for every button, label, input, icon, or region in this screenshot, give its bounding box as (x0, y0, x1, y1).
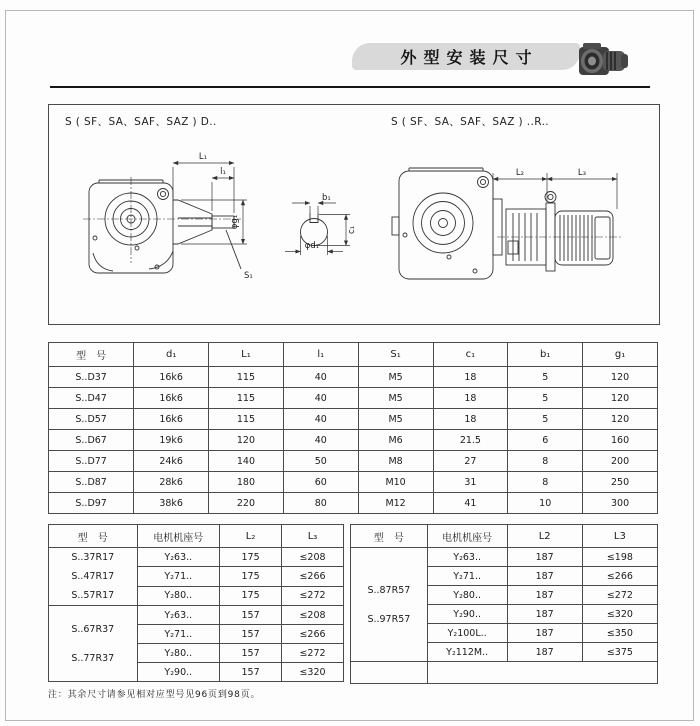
cell: 157 (220, 644, 282, 663)
model-group-cell (49, 606, 138, 682)
drawings-panel (48, 104, 660, 325)
cell: ≤350 (582, 624, 657, 643)
column-header: 型 号 (49, 525, 138, 548)
cell: 40 (283, 388, 358, 409)
column-header: 型 号 (49, 343, 134, 367)
model-name: S..97R57 (367, 613, 411, 625)
cell: 31 (433, 472, 508, 493)
column-header: b₁ (508, 343, 583, 367)
cell: Y₂100L.. (427, 624, 507, 643)
cell: 80 (283, 493, 358, 514)
model-name: S..57R17 (71, 590, 115, 601)
cell: 115 (209, 409, 284, 430)
header-row (49, 343, 658, 367)
cell: Y₂80.. (427, 586, 507, 605)
cell: 300 (583, 493, 658, 514)
column-header: c₁ (433, 343, 508, 367)
cell: 120 (583, 409, 658, 430)
cell: S..D87 (49, 472, 134, 493)
column-header: 电机机座号 (137, 525, 220, 548)
cell: ≤266 (282, 625, 344, 644)
cell: S..D97 (49, 493, 134, 514)
dim-label-c1: c₁ (347, 225, 357, 235)
cell: 5 (508, 388, 583, 409)
header-row (49, 525, 344, 548)
cell: Y₂63.. (137, 606, 220, 625)
cell: 18 (433, 367, 508, 388)
page-title-banner (352, 43, 580, 70)
cell: 187 (507, 548, 582, 567)
cell: Y₂63.. (427, 548, 507, 567)
table-row (351, 548, 658, 567)
cell: 175 (220, 548, 282, 567)
cell: Y₂63.. (137, 548, 220, 567)
page-title: 外型安装尺寸 (400, 48, 539, 67)
cell: ≤320 (582, 605, 657, 624)
cell-empty (427, 662, 657, 684)
cell: 41 (433, 493, 508, 514)
cell: Y₂80.. (137, 586, 220, 605)
cell: ≤272 (282, 644, 344, 663)
column-header: 电机机座号 (427, 525, 507, 548)
dimension-drawings (49, 105, 659, 324)
cell: 18 (433, 409, 508, 430)
cell: S..D67 (49, 430, 134, 451)
cell: 157 (220, 625, 282, 644)
dim-label-L3: L₃ (577, 168, 587, 178)
model-name: S..37R17 (71, 552, 115, 563)
cell: 120 (583, 388, 658, 409)
cell: ≤266 (582, 567, 657, 586)
cell: ≤320 (282, 663, 344, 682)
cell-empty (351, 662, 428, 684)
cell: 40 (283, 409, 358, 430)
dim-label-L1: L₁ (198, 152, 208, 162)
section-label-r-type: S ( SF、SA、SAF、SAZ ) ..R.. (391, 116, 550, 128)
column-header: 型 号 (351, 525, 428, 548)
cell: M5 (358, 409, 433, 430)
cell: 10 (508, 493, 583, 514)
cell: S..D47 (49, 388, 134, 409)
cell: 157 (220, 663, 282, 682)
dimension-table (48, 342, 658, 514)
column-header: L₁ (209, 343, 284, 367)
dim-label-S1: S₁ (244, 271, 253, 281)
column-header: d₁ (134, 343, 209, 367)
spacer (49, 639, 137, 649)
footnote: 注：其余尺寸请参见相对应型号见96页到98页。 (48, 690, 261, 700)
gearmotor-photo (573, 39, 633, 81)
cell: 5 (508, 409, 583, 430)
table-row (49, 472, 658, 493)
cell: M12 (358, 493, 433, 514)
cell: 160 (583, 430, 658, 451)
cell: 16k6 (134, 409, 209, 430)
header-row (351, 525, 658, 548)
dimensions-d-type (173, 163, 247, 244)
cell: 28k6 (134, 472, 209, 493)
table-row (49, 493, 658, 514)
cell: S..D37 (49, 367, 134, 388)
cell: S..D77 (49, 451, 134, 472)
cell: M5 (358, 388, 433, 409)
table-row (49, 388, 658, 409)
cell: M6 (358, 430, 433, 451)
table-row (49, 606, 344, 625)
cell: Y₂71.. (427, 567, 507, 586)
cell: 6 (508, 430, 583, 451)
cell: Y₂71.. (137, 567, 220, 586)
column-header: L₂ (220, 525, 282, 548)
cell: 180 (209, 472, 284, 493)
model-name: S..77R37 (71, 652, 115, 664)
model-group-cell (351, 548, 428, 662)
column-header: L₃ (282, 525, 344, 548)
dim-label-b1: b₁ (322, 193, 331, 203)
motor-table-right (350, 524, 658, 684)
column-header: l₁ (283, 343, 358, 367)
cell: 187 (507, 586, 582, 605)
column-header: S₁ (358, 343, 433, 367)
column-header: L2 (507, 525, 582, 548)
header-rule (50, 86, 650, 88)
table-row (49, 451, 658, 472)
spacer (351, 600, 427, 610)
cell: 21.5 (433, 430, 508, 451)
dim-label-l1: l₁ (220, 167, 226, 177)
model-name: S..67R37 (71, 623, 115, 635)
cell: 187 (507, 643, 582, 662)
cell: ≤266 (282, 567, 344, 586)
cell: 24k6 (134, 451, 209, 472)
cell: 220 (209, 493, 284, 514)
table-row (49, 367, 658, 388)
cell: Y₂90.. (137, 663, 220, 682)
cell: ≤272 (582, 586, 657, 605)
cell: 40 (283, 367, 358, 388)
cell: 5 (508, 367, 583, 388)
dim-label-g1: φg₁ (230, 214, 240, 230)
column-header: L3 (582, 525, 657, 548)
cell: 187 (507, 624, 582, 643)
cell: M8 (358, 451, 433, 472)
cell: 140 (209, 451, 284, 472)
table-row (49, 548, 344, 567)
dim-label-L2: L₂ (515, 168, 525, 178)
cell: S..D57 (49, 409, 134, 430)
cell: 175 (220, 567, 282, 586)
cell: 27 (433, 451, 508, 472)
cell: ≤208 (282, 606, 344, 625)
cell: 120 (209, 430, 284, 451)
cell: 187 (507, 567, 582, 586)
cell: 157 (220, 606, 282, 625)
gearbox-r-type-drawing (392, 168, 621, 279)
cell: 18 (433, 388, 508, 409)
cell: 60 (283, 472, 358, 493)
cell: Y₂90.. (427, 605, 507, 624)
dim-label-d1: φd₁ (304, 241, 320, 251)
cell: 8 (508, 472, 583, 493)
cell: 38k6 (134, 493, 209, 514)
cell: 115 (209, 367, 284, 388)
cell: 40 (283, 430, 358, 451)
motor-table-left (48, 524, 344, 682)
column-header: g₁ (583, 343, 658, 367)
table-row (49, 430, 658, 451)
cell: 16k6 (134, 388, 209, 409)
cell: Y₂80.. (137, 644, 220, 663)
cell: Y₂71.. (137, 625, 220, 644)
cell: Y₂112M.. (427, 643, 507, 662)
table-row-empty (351, 662, 658, 684)
cell: ≤208 (282, 548, 344, 567)
cell: ≤198 (582, 548, 657, 567)
cell: 16k6 (134, 367, 209, 388)
cell: M10 (358, 472, 433, 493)
cell: 187 (507, 605, 582, 624)
cell: 115 (209, 388, 284, 409)
cell: 200 (583, 451, 658, 472)
cell: ≤375 (582, 643, 657, 662)
cell: 50 (283, 451, 358, 472)
cell: 120 (583, 367, 658, 388)
gearbox-d-type-drawing (83, 177, 241, 273)
cell: M5 (358, 367, 433, 388)
cell: ≤272 (282, 586, 344, 605)
cell: 19k6 (134, 430, 209, 451)
cell: 175 (220, 586, 282, 605)
model-group-cell (49, 548, 138, 606)
section-label-d-type: S ( SF、SA、SAF、SAZ ) D.. (65, 116, 217, 128)
table-row (49, 409, 658, 430)
model-name: S..87R57 (367, 584, 411, 596)
cell: 250 (583, 472, 658, 493)
cell: 8 (508, 451, 583, 472)
model-name: S..47R17 (71, 571, 115, 582)
